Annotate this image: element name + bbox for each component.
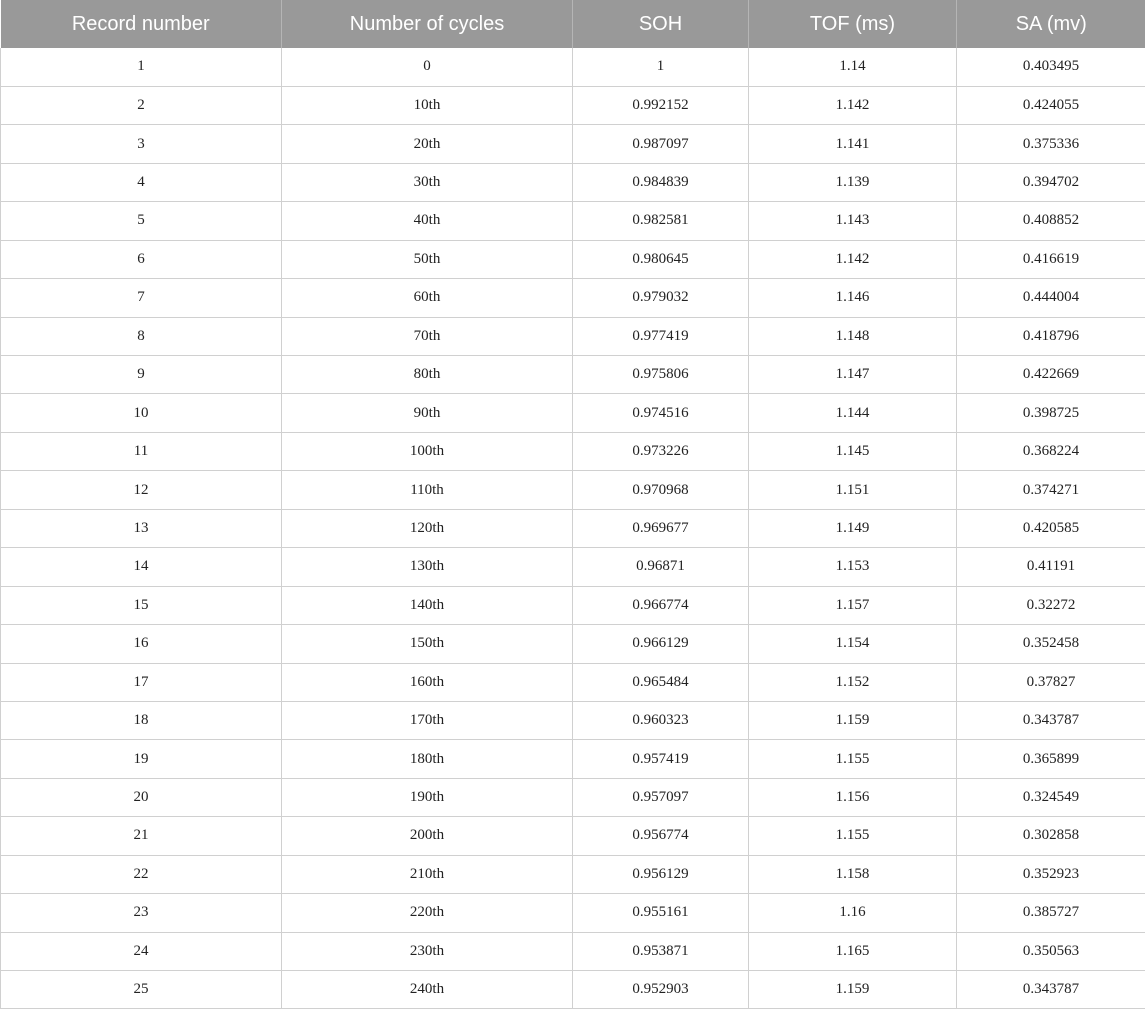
cell-soh: 0.957419 [573, 740, 749, 778]
cell-soh: 0.984839 [573, 163, 749, 201]
cell-sa: 0.350563 [957, 932, 1145, 970]
cell-sa: 0.408852 [957, 202, 1145, 240]
cell-number-of-cycles: 130th [282, 548, 573, 586]
cell-soh: 1 [573, 48, 749, 86]
cell-record-number: 2 [1, 86, 282, 124]
cell-record-number: 17 [1, 663, 282, 701]
cell-soh: 0.977419 [573, 317, 749, 355]
cell-tof: 1.14 [749, 48, 957, 86]
table-row [1, 356, 1145, 394]
cell-sa: 0.41191 [957, 548, 1145, 586]
cell-sa: 0.343787 [957, 701, 1145, 739]
cell-tof: 1.165 [749, 932, 957, 970]
cell-number-of-cycles: 210th [282, 855, 573, 893]
table-row [1, 240, 1145, 278]
cell-soh: 0.970968 [573, 471, 749, 509]
cell-number-of-cycles: 0 [282, 48, 573, 86]
cell-number-of-cycles: 80th [282, 356, 573, 394]
cell-record-number: 10 [1, 394, 282, 432]
cell-sa: 0.385727 [957, 894, 1145, 932]
table-row [1, 701, 1145, 739]
cell-sa: 0.324549 [957, 778, 1145, 816]
table-row [1, 432, 1145, 470]
cell-soh: 0.979032 [573, 279, 749, 317]
cell-number-of-cycles: 190th [282, 778, 573, 816]
cell-sa: 0.368224 [957, 432, 1145, 470]
cell-record-number: 18 [1, 701, 282, 739]
cell-record-number: 21 [1, 817, 282, 855]
table-row [1, 509, 1145, 547]
cell-number-of-cycles: 100th [282, 432, 573, 470]
table-row [1, 778, 1145, 816]
cell-soh: 0.975806 [573, 356, 749, 394]
table-body [1, 48, 1145, 1009]
cell-sa: 0.365899 [957, 740, 1145, 778]
cell-number-of-cycles: 160th [282, 663, 573, 701]
cell-tof: 1.16 [749, 894, 957, 932]
cell-tof: 1.144 [749, 394, 957, 432]
cell-number-of-cycles: 90th [282, 394, 573, 432]
cell-sa: 0.444004 [957, 279, 1145, 317]
cell-sa: 0.416619 [957, 240, 1145, 278]
cell-record-number: 4 [1, 163, 282, 201]
cell-number-of-cycles: 60th [282, 279, 573, 317]
cell-soh: 0.960323 [573, 701, 749, 739]
header-record-number: Record number [1, 0, 282, 48]
cell-sa: 0.398725 [957, 394, 1145, 432]
cell-number-of-cycles: 180th [282, 740, 573, 778]
table-row [1, 86, 1145, 124]
cell-sa: 0.374271 [957, 471, 1145, 509]
cell-soh: 0.965484 [573, 663, 749, 701]
cell-number-of-cycles: 240th [282, 971, 573, 1009]
cell-soh: 0.952903 [573, 971, 749, 1009]
cell-soh: 0.956774 [573, 817, 749, 855]
cell-tof: 1.147 [749, 356, 957, 394]
header-number-of-cycles: Number of cycles [282, 0, 573, 48]
cell-soh: 0.980645 [573, 240, 749, 278]
cell-tof: 1.154 [749, 625, 957, 663]
cell-soh: 0.957097 [573, 778, 749, 816]
cell-soh: 0.96871 [573, 548, 749, 586]
table-row [1, 625, 1145, 663]
cell-sa: 0.37827 [957, 663, 1145, 701]
cell-number-of-cycles: 110th [282, 471, 573, 509]
cell-record-number: 7 [1, 279, 282, 317]
cell-number-of-cycles: 120th [282, 509, 573, 547]
cell-number-of-cycles: 200th [282, 817, 573, 855]
cell-soh: 0.982581 [573, 202, 749, 240]
header-sa: SA (mv) [957, 0, 1145, 48]
cell-record-number: 20 [1, 778, 282, 816]
cell-sa: 0.302858 [957, 817, 1145, 855]
cell-record-number: 19 [1, 740, 282, 778]
cell-record-number: 15 [1, 586, 282, 624]
cell-sa: 0.394702 [957, 163, 1145, 201]
cell-tof: 1.143 [749, 202, 957, 240]
cell-tof: 1.149 [749, 509, 957, 547]
table-row [1, 163, 1145, 201]
table-row [1, 586, 1145, 624]
table-row [1, 48, 1145, 86]
cell-sa: 0.420585 [957, 509, 1145, 547]
cell-tof: 1.157 [749, 586, 957, 624]
cell-soh: 0.969677 [573, 509, 749, 547]
cell-record-number: 1 [1, 48, 282, 86]
table-row [1, 932, 1145, 970]
cell-number-of-cycles: 220th [282, 894, 573, 932]
cell-soh: 0.953871 [573, 932, 749, 970]
cell-soh: 0.956129 [573, 855, 749, 893]
cell-number-of-cycles: 150th [282, 625, 573, 663]
cell-record-number: 11 [1, 432, 282, 470]
cell-number-of-cycles: 40th [282, 202, 573, 240]
header-row [1, 0, 1145, 48]
table-row [1, 202, 1145, 240]
table-row [1, 971, 1145, 1009]
cell-tof: 1.148 [749, 317, 957, 355]
cell-soh: 0.992152 [573, 86, 749, 124]
cell-tof: 1.159 [749, 701, 957, 739]
cell-record-number: 16 [1, 625, 282, 663]
table-row [1, 817, 1145, 855]
table-row [1, 663, 1145, 701]
cell-sa: 0.32272 [957, 586, 1145, 624]
cell-soh: 0.974516 [573, 394, 749, 432]
cell-record-number: 22 [1, 855, 282, 893]
cell-tof: 1.159 [749, 971, 957, 1009]
cell-number-of-cycles: 30th [282, 163, 573, 201]
cell-record-number: 8 [1, 317, 282, 355]
cell-sa: 0.352923 [957, 855, 1145, 893]
cell-tof: 1.156 [749, 778, 957, 816]
cell-tof: 1.141 [749, 125, 957, 163]
cell-record-number: 25 [1, 971, 282, 1009]
cell-record-number: 14 [1, 548, 282, 586]
cell-tof: 1.142 [749, 240, 957, 278]
table-row [1, 471, 1145, 509]
cell-soh: 0.966129 [573, 625, 749, 663]
cell-number-of-cycles: 50th [282, 240, 573, 278]
table-row [1, 855, 1145, 893]
cell-record-number: 3 [1, 125, 282, 163]
cell-tof: 1.152 [749, 663, 957, 701]
cell-number-of-cycles: 70th [282, 317, 573, 355]
cell-tof: 1.151 [749, 471, 957, 509]
cell-soh: 0.955161 [573, 894, 749, 932]
cell-tof: 1.145 [749, 432, 957, 470]
table-row [1, 125, 1145, 163]
table-row [1, 548, 1145, 586]
header-tof: TOF (ms) [749, 0, 957, 48]
cell-number-of-cycles: 10th [282, 86, 573, 124]
cell-number-of-cycles: 140th [282, 586, 573, 624]
cell-record-number: 5 [1, 202, 282, 240]
cell-tof: 1.146 [749, 279, 957, 317]
table-row [1, 740, 1145, 778]
cell-record-number: 6 [1, 240, 282, 278]
cell-tof: 1.155 [749, 740, 957, 778]
cell-tof: 1.158 [749, 855, 957, 893]
cell-sa: 0.403495 [957, 48, 1145, 86]
cell-tof: 1.139 [749, 163, 957, 201]
table-row [1, 317, 1145, 355]
cell-sa: 0.424055 [957, 86, 1145, 124]
header-soh: SOH [573, 0, 749, 48]
cell-sa: 0.422669 [957, 356, 1145, 394]
cell-record-number: 23 [1, 894, 282, 932]
cell-soh: 0.973226 [573, 432, 749, 470]
cell-soh: 0.966774 [573, 586, 749, 624]
cell-number-of-cycles: 170th [282, 701, 573, 739]
cell-sa: 0.343787 [957, 971, 1145, 1009]
cell-record-number: 9 [1, 356, 282, 394]
cell-tof: 1.142 [749, 86, 957, 124]
table-row [1, 394, 1145, 432]
table-header [1, 0, 1145, 48]
cell-soh: 0.987097 [573, 125, 749, 163]
cell-sa: 0.352458 [957, 625, 1145, 663]
cell-sa: 0.375336 [957, 125, 1145, 163]
table-row [1, 279, 1145, 317]
cell-number-of-cycles: 20th [282, 125, 573, 163]
cell-sa: 0.418796 [957, 317, 1145, 355]
table-row [1, 894, 1145, 932]
cell-tof: 1.155 [749, 817, 957, 855]
cell-record-number: 24 [1, 932, 282, 970]
cell-record-number: 13 [1, 509, 282, 547]
cell-tof: 1.153 [749, 548, 957, 586]
cell-record-number: 12 [1, 471, 282, 509]
cell-number-of-cycles: 230th [282, 932, 573, 970]
